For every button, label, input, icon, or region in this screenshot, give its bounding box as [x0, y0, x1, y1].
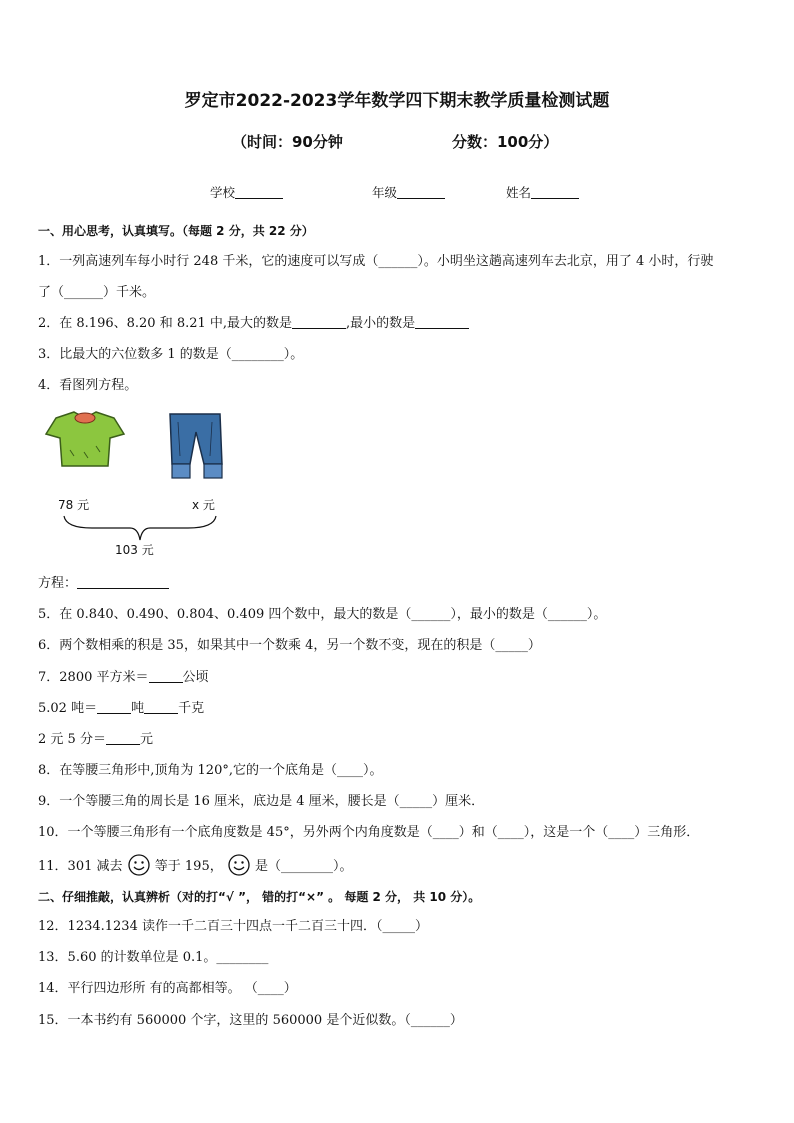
question-7a: 7．2800 平方米＝ 公顷 — [38, 670, 209, 685]
question-7c: 2 元 5 分＝ 元 — [38, 732, 153, 747]
total-brace — [62, 514, 218, 544]
total-label: 103 元 — [115, 543, 154, 557]
question-4: 4．看图列方程。 — [38, 378, 138, 393]
question-14: 14．平行四边形所 有的高都相等。 （____） — [38, 981, 297, 996]
question-15: 15．一本书约有 560000 个字，这里的 560000 是个近似数。（______） — [38, 1013, 463, 1028]
school-field: 学校 — [210, 183, 283, 201]
question-5: 5．在 0.840、0.490、0.804、0.409 四个数中，最大的数是（______），最小的数是（______）。 — [38, 607, 607, 622]
question-7b: 5.02 吨＝ 吨 千克 — [38, 701, 205, 716]
shirt-illustration — [44, 410, 126, 470]
question-1-line2: 了（______）千米。 — [38, 285, 156, 300]
section-1-heading: 一、用心思考，认真填写。（每题 2 分，共 22 分） — [38, 224, 314, 238]
grade-field: 年级 — [372, 183, 445, 201]
price-label-jeans: x 元 — [192, 498, 215, 512]
question-6: 6．两个数相乘的积是 35，如果其中一个数乘 4，另一个数不变，现在的积是（_____） — [38, 638, 541, 653]
question-10: 10．一个等腰三角形有一个底角度数是 45°，另外两个内角度数是（____）和（____），这是一个（____）三角形． — [38, 825, 700, 840]
question-1-line1: 1．一列高速列车每小时行 248 千米，它的速度可以写成（______）。小明坐这趟高速列车去北京，用了 4 小时，行驶 — [38, 254, 714, 269]
question-11: 11．301 减去 等于 195， 是（________）。 — [38, 854, 353, 876]
price-label-shirt: 78 元 — [58, 498, 90, 512]
section-2-heading: 二、仔细推敲，认真辨析（对的打“√ ”， 错的打“×” 。 每题 2 分， 共 10 分）。 — [38, 890, 481, 904]
question-13: 13．5.60 的计数单位是 0.1。________ — [38, 950, 269, 965]
smiley-icon — [127, 854, 151, 876]
question-3: 3．比最大的六位数多 1 的数是（________）。 — [38, 347, 304, 362]
question-12: 12．1234.1234 读作一千二百三十四点一千二百三十四．（_____） — [38, 919, 428, 934]
equation-line: 方程： — [38, 572, 169, 591]
score-label: 分数：100分） — [452, 133, 559, 151]
time-label: （时间：90分钟 — [232, 133, 343, 151]
question-2: 2．在 8.196、8.20 和 8.21 中,最大的数是 ,最小的数是 — [38, 312, 469, 331]
page-title: 罗定市2022-2023学年数学四下期末教学质量检测试题 — [184, 91, 610, 111]
smiley-icon — [227, 854, 251, 876]
name-field: 姓名 — [506, 183, 579, 201]
question-9: 9．一个等腰三角的周长是 16 厘米，底边是 4 厘米，腰长是（_____）厘米． — [38, 794, 485, 809]
question-8: 8．在等腰三角形中,顶角为 120°,它的一个底角是（____）。 — [38, 763, 383, 778]
jeans-illustration — [164, 412, 226, 482]
